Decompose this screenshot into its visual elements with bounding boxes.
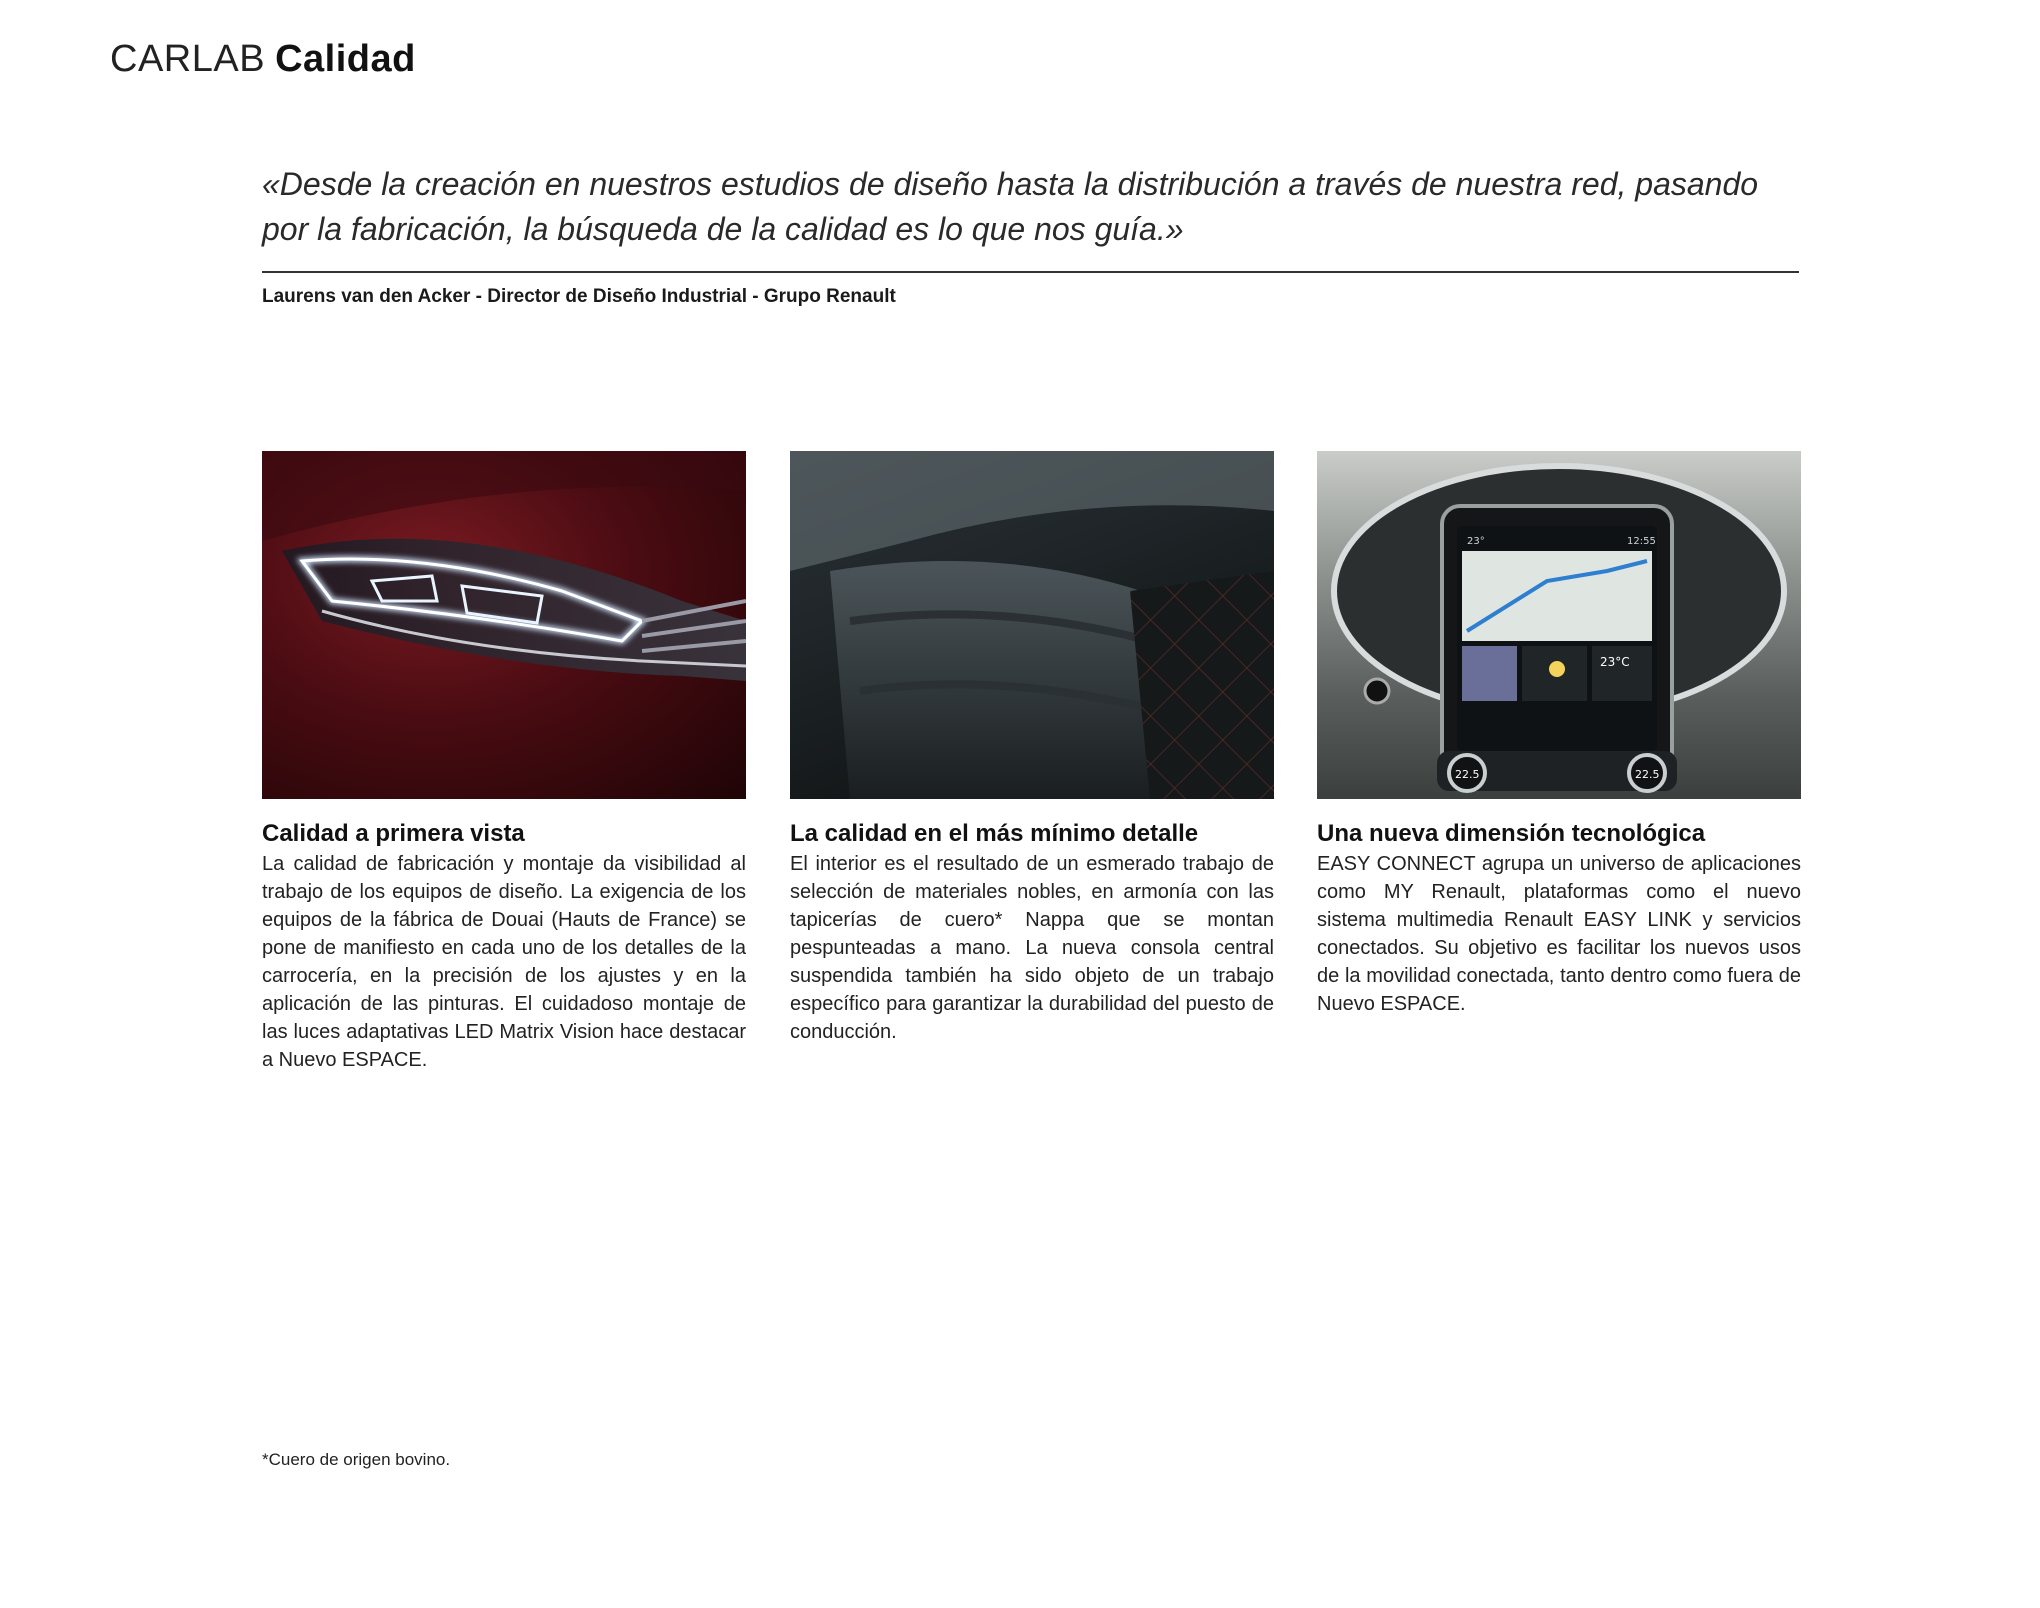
headlight-photo bbox=[262, 451, 746, 799]
card-title: Una nueva dimensión tecnológica bbox=[1317, 820, 1706, 847]
quote-author: Laurens van den Acker - Director de Diseño Industrial - Grupo Renault bbox=[262, 286, 896, 307]
screen-time: 12:55 bbox=[1627, 536, 1656, 547]
multimedia-screen-illustration bbox=[1317, 451, 1801, 799]
card-title: Calidad a primera vista bbox=[262, 820, 525, 847]
page-header bbox=[110, 34, 416, 84]
leather-seat-illustration bbox=[790, 451, 1274, 799]
multimedia-screen-photo bbox=[1317, 451, 1801, 799]
left-temp-dial: 22.5 bbox=[1455, 768, 1480, 781]
footnote: *Cuero de origen bovino. bbox=[262, 1450, 451, 1469]
right-temp-dial: 22.5 bbox=[1635, 768, 1660, 781]
card-body: La calidad de fabricación y montaje da visibilidad al trabajo de los equipos de diseño. La exigencia de los equipos de la fábrica de Douai (Hauts de France) se pone de manifiesto en cada uno de los detalles de la carrocería, en la precisión de los ajustes y en la aplicación de las pinturas. El cuidadoso montaje de las luces adaptativas LED Matrix Vision hace destacar a Nuevo ESPACE. bbox=[262, 853, 746, 1071]
pull-quote: «Desde la creación en nuestros estudios de diseño hasta la distribución a través de nuestra red, pasando por la fabricación, la búsqueda de la calidad es lo que nos guía.» bbox=[262, 166, 1759, 247]
screen-weather-temp: 23°C bbox=[1600, 655, 1630, 669]
card-body: EASY CONNECT agrupa un universo de aplicaciones como MY Renault, plataformas como el nuevo sistema multimedia Renault EASY LINK y servicios conectados. Su objetivo es facilitar los nuevos usos de la movilidad conectada, tanto dentro como fuera de Nuevo ESPACE. bbox=[1317, 853, 1801, 1015]
headlight-illustration bbox=[262, 451, 746, 799]
quote-divider bbox=[262, 271, 1799, 273]
header-section: Calidad bbox=[275, 38, 416, 80]
screen-temp-top: 23° bbox=[1467, 536, 1485, 547]
feature-card-tech bbox=[1317, 451, 1801, 1018]
feature-card-detail bbox=[790, 451, 1274, 1046]
feature-card-first-view bbox=[262, 451, 746, 1074]
card-title: La calidad en el más mínimo detalle bbox=[790, 820, 1199, 847]
leather-seat-photo bbox=[790, 451, 1274, 799]
card-body: El interior es el resultado de un esmerado trabajo de selección de materiales nobles, en armonía con las tapicerías de cuero* Nappa que se montan pespunteadas a mano. La nueva consola central suspendida también ha sido objeto de un trabajo específico para garantizar la durabilidad del puesto de conducción. bbox=[790, 853, 1274, 1043]
header-brand: CARLAB bbox=[110, 38, 266, 80]
